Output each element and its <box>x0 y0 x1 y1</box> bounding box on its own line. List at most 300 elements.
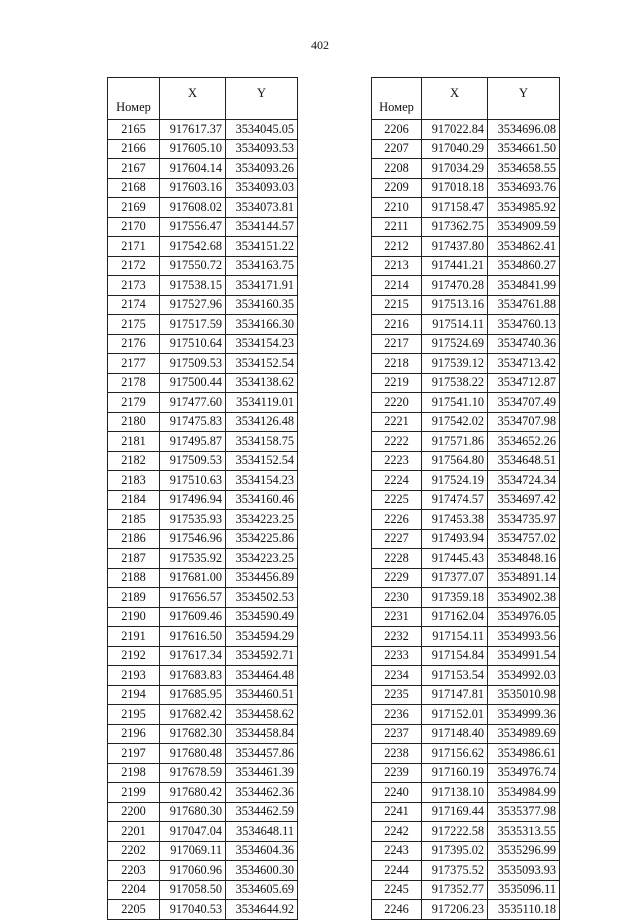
table-row <box>372 217 560 237</box>
point-number-cell: 2173 <box>108 276 160 296</box>
table-row <box>108 217 298 237</box>
point-number-cell: 2244 <box>372 861 422 881</box>
x-coordinate-cell: 917445.43 <box>422 549 488 569</box>
y-coordinate-cell: 3534976.74 <box>488 763 560 783</box>
y-coordinate-cell: 3534144.57 <box>226 217 298 237</box>
point-number-cell: 2242 <box>372 822 422 842</box>
x-coordinate-cell: 917541.10 <box>422 393 488 413</box>
x-coordinate-cell: 917604.14 <box>160 159 226 179</box>
table-row <box>108 295 298 315</box>
coordinates-table-right <box>371 77 560 920</box>
y-coordinate-cell: 3534713.42 <box>488 354 560 374</box>
table-row <box>372 198 560 218</box>
x-coordinate-cell: 917680.48 <box>160 744 226 764</box>
y-coordinate-cell: 3534757.02 <box>488 529 560 549</box>
point-number-cell: 2177 <box>108 354 160 374</box>
y-coordinate-cell: 3534461.39 <box>226 763 298 783</box>
y-coordinate-cell: 3534693.76 <box>488 178 560 198</box>
y-coordinate-cell: 3534154.23 <box>226 334 298 354</box>
x-coordinate-cell: 917160.19 <box>422 763 488 783</box>
x-coordinate-cell: 917153.54 <box>422 666 488 686</box>
point-number-cell: 2219 <box>372 373 422 393</box>
y-coordinate-cell: 3534652.26 <box>488 432 560 452</box>
x-coordinate-cell: 917680.42 <box>160 783 226 803</box>
point-number-cell: 2195 <box>108 705 160 725</box>
table-row <box>372 393 560 413</box>
y-coordinate-cell: 3534166.30 <box>226 315 298 335</box>
table-row <box>108 354 298 374</box>
table-row <box>108 139 298 159</box>
y-coordinate-cell: 3534462.36 <box>226 783 298 803</box>
table-row <box>372 471 560 491</box>
table-row <box>108 900 298 920</box>
y-coordinate-cell: 3534126.48 <box>226 412 298 432</box>
x-coordinate-cell: 917060.96 <box>160 861 226 881</box>
point-number-cell: 2201 <box>108 822 160 842</box>
table-row <box>372 685 560 705</box>
y-coordinate-cell: 3534648.51 <box>488 451 560 471</box>
table-row <box>108 373 298 393</box>
table-row <box>372 744 560 764</box>
y-coordinate-cell: 3534984.99 <box>488 783 560 803</box>
table-row <box>108 256 298 276</box>
y-coordinate-cell: 3535313.55 <box>488 822 560 842</box>
table-row <box>372 315 560 335</box>
point-number-cell: 2175 <box>108 315 160 335</box>
point-number-cell: 2176 <box>108 334 160 354</box>
x-coordinate-cell: 917546.96 <box>160 529 226 549</box>
table-row <box>108 159 298 179</box>
table-row <box>108 237 298 257</box>
table-row <box>372 880 560 900</box>
table-row <box>372 802 560 822</box>
point-number-cell: 2207 <box>372 139 422 159</box>
y-coordinate-cell: 3534902.38 <box>488 588 560 608</box>
table-row <box>372 510 560 530</box>
x-coordinate-cell: 917500.44 <box>160 373 226 393</box>
x-coordinate-cell: 917514.11 <box>422 315 488 335</box>
table-row <box>108 412 298 432</box>
table-row <box>372 256 560 276</box>
table-row <box>108 744 298 764</box>
y-coordinate-cell: 3534707.49 <box>488 393 560 413</box>
table-row <box>108 763 298 783</box>
x-coordinate-cell: 917470.28 <box>422 276 488 296</box>
point-number-cell: 2187 <box>108 549 160 569</box>
point-number-cell: 2238 <box>372 744 422 764</box>
point-number-cell: 2223 <box>372 451 422 471</box>
y-coordinate-cell: 3534841.99 <box>488 276 560 296</box>
y-coordinate-cell: 3534989.69 <box>488 724 560 744</box>
x-coordinate-cell: 917617.34 <box>160 646 226 666</box>
point-number-cell: 2206 <box>372 120 422 140</box>
table-header-row <box>108 78 298 120</box>
x-coordinate-cell: 917162.04 <box>422 607 488 627</box>
y-coordinate-cell: 3534909.59 <box>488 217 560 237</box>
point-number-cell: 2179 <box>108 393 160 413</box>
y-coordinate-cell: 3535010.98 <box>488 685 560 705</box>
x-coordinate-cell: 917147.81 <box>422 685 488 705</box>
table-row <box>372 139 560 159</box>
point-number-cell: 2180 <box>108 412 160 432</box>
x-coordinate-cell: 917495.87 <box>160 432 226 452</box>
table-row <box>108 471 298 491</box>
table-row <box>372 432 560 452</box>
x-coordinate-cell: 917154.84 <box>422 646 488 666</box>
point-number-cell: 2211 <box>372 217 422 237</box>
table-row <box>372 861 560 881</box>
x-coordinate-cell: 917616.50 <box>160 627 226 647</box>
point-number-cell: 2185 <box>108 510 160 530</box>
point-number-cell: 2240 <box>372 783 422 803</box>
point-number-cell: 2245 <box>372 880 422 900</box>
x-coordinate-cell: 917524.69 <box>422 334 488 354</box>
x-coordinate-cell: 917605.10 <box>160 139 226 159</box>
y-coordinate-cell: 3534604.36 <box>226 841 298 861</box>
point-number-cell: 2210 <box>372 198 422 218</box>
table-row <box>108 198 298 218</box>
point-number-cell: 2231 <box>372 607 422 627</box>
x-coordinate-cell: 917542.02 <box>422 412 488 432</box>
point-number-cell: 2183 <box>108 471 160 491</box>
coordinates-table-left <box>107 77 298 920</box>
table-row <box>108 841 298 861</box>
x-coordinate-cell: 917682.30 <box>160 724 226 744</box>
page-number: 402 <box>311 38 329 52</box>
table-row <box>372 451 560 471</box>
x-coordinate-cell: 917656.57 <box>160 588 226 608</box>
y-coordinate-cell: 3534152.54 <box>226 354 298 374</box>
point-number-cell: 2215 <box>372 295 422 315</box>
table-row <box>372 490 560 510</box>
x-coordinate-cell: 917352.77 <box>422 880 488 900</box>
table-row <box>108 432 298 452</box>
table-row <box>372 549 560 569</box>
point-number-cell: 2186 <box>108 529 160 549</box>
y-coordinate-cell: 3534592.71 <box>226 646 298 666</box>
point-number-cell: 2213 <box>372 256 422 276</box>
header-x: X <box>160 78 226 120</box>
point-number-cell: 2190 <box>108 607 160 627</box>
point-number-cell: 2209 <box>372 178 422 198</box>
x-coordinate-cell: 917678.59 <box>160 763 226 783</box>
x-coordinate-cell: 917556.47 <box>160 217 226 237</box>
table-row <box>108 724 298 744</box>
x-coordinate-cell: 917681.00 <box>160 568 226 588</box>
y-coordinate-cell: 3534138.62 <box>226 373 298 393</box>
table-row <box>108 880 298 900</box>
table-row <box>372 354 560 374</box>
x-coordinate-cell: 917069.11 <box>160 841 226 861</box>
table-row <box>372 666 560 686</box>
x-coordinate-cell: 917535.93 <box>160 510 226 530</box>
y-coordinate-cell: 3534648.11 <box>226 822 298 842</box>
y-coordinate-cell: 3535377.98 <box>488 802 560 822</box>
y-coordinate-cell: 3534724.34 <box>488 471 560 491</box>
point-number-cell: 2226 <box>372 510 422 530</box>
table-row <box>372 822 560 842</box>
y-coordinate-cell: 3534073.81 <box>226 198 298 218</box>
y-coordinate-cell: 3534171.91 <box>226 276 298 296</box>
point-number-cell: 2182 <box>108 451 160 471</box>
table-header-row <box>372 78 560 120</box>
x-coordinate-cell: 917683.83 <box>160 666 226 686</box>
table-row <box>108 705 298 725</box>
y-coordinate-cell: 3534160.35 <box>226 295 298 315</box>
table-row <box>372 178 560 198</box>
x-coordinate-cell: 917222.58 <box>422 822 488 842</box>
x-coordinate-cell: 917517.59 <box>160 315 226 335</box>
point-number-cell: 2196 <box>108 724 160 744</box>
x-coordinate-cell: 917154.11 <box>422 627 488 647</box>
x-coordinate-cell: 917040.53 <box>160 900 226 920</box>
y-coordinate-cell: 3534740.36 <box>488 334 560 354</box>
x-coordinate-cell: 917524.19 <box>422 471 488 491</box>
y-coordinate-cell: 3534093.26 <box>226 159 298 179</box>
y-coordinate-cell: 3534848.16 <box>488 549 560 569</box>
point-number-cell: 2170 <box>108 217 160 237</box>
y-coordinate-cell: 3535093.93 <box>488 861 560 881</box>
x-coordinate-cell: 917058.50 <box>160 880 226 900</box>
x-coordinate-cell: 917477.60 <box>160 393 226 413</box>
x-coordinate-cell: 917608.02 <box>160 198 226 218</box>
point-number-cell: 2174 <box>108 295 160 315</box>
point-number-cell: 2234 <box>372 666 422 686</box>
x-coordinate-cell: 917496.94 <box>160 490 226 510</box>
table-row <box>108 529 298 549</box>
y-coordinate-cell: 3534712.87 <box>488 373 560 393</box>
x-coordinate-cell: 917680.30 <box>160 802 226 822</box>
x-coordinate-cell: 917509.53 <box>160 354 226 374</box>
x-coordinate-cell: 917437.80 <box>422 237 488 257</box>
x-coordinate-cell: 917550.72 <box>160 256 226 276</box>
y-coordinate-cell: 3534119.01 <box>226 393 298 413</box>
point-number-cell: 2193 <box>108 666 160 686</box>
y-coordinate-cell: 3534985.92 <box>488 198 560 218</box>
table-row <box>372 900 560 920</box>
y-coordinate-cell: 3534661.50 <box>488 139 560 159</box>
y-coordinate-cell: 3534225.86 <box>226 529 298 549</box>
table-row <box>372 841 560 861</box>
y-coordinate-cell: 3534223.25 <box>226 549 298 569</box>
table-row <box>108 666 298 686</box>
point-number-cell: 2222 <box>372 432 422 452</box>
y-coordinate-cell: 3534045.05 <box>226 120 298 140</box>
y-coordinate-cell: 3534152.54 <box>226 451 298 471</box>
y-coordinate-cell: 3534999.36 <box>488 705 560 725</box>
table-row <box>372 568 560 588</box>
point-number-cell: 2181 <box>108 432 160 452</box>
header-number: Номер <box>372 78 422 120</box>
point-number-cell: 2197 <box>108 744 160 764</box>
table-row <box>108 646 298 666</box>
y-coordinate-cell: 3534993.56 <box>488 627 560 647</box>
x-coordinate-cell: 917538.15 <box>160 276 226 296</box>
y-coordinate-cell: 3534735.97 <box>488 510 560 530</box>
point-number-cell: 2221 <box>372 412 422 432</box>
point-number-cell: 2237 <box>372 724 422 744</box>
x-coordinate-cell: 917047.04 <box>160 822 226 842</box>
x-coordinate-cell: 917441.21 <box>422 256 488 276</box>
y-coordinate-cell: 3534160.46 <box>226 490 298 510</box>
x-coordinate-cell: 917474.57 <box>422 490 488 510</box>
table-row <box>108 627 298 647</box>
y-coordinate-cell: 3534707.98 <box>488 412 560 432</box>
y-coordinate-cell: 3534093.03 <box>226 178 298 198</box>
x-coordinate-cell: 917682.42 <box>160 705 226 725</box>
point-number-cell: 2243 <box>372 841 422 861</box>
y-coordinate-cell: 3534462.59 <box>226 802 298 822</box>
header-y: Y <box>488 78 560 120</box>
y-coordinate-cell: 3534658.55 <box>488 159 560 179</box>
table-row <box>372 276 560 296</box>
y-coordinate-cell: 3535096.11 <box>488 880 560 900</box>
x-coordinate-cell: 917040.29 <box>422 139 488 159</box>
table-row <box>372 763 560 783</box>
y-coordinate-cell: 3534976.05 <box>488 607 560 627</box>
y-coordinate-cell: 3534696.08 <box>488 120 560 140</box>
table-row <box>108 490 298 510</box>
header-number: Номер <box>108 78 160 120</box>
point-number-cell: 2217 <box>372 334 422 354</box>
table-row <box>108 276 298 296</box>
table-row <box>108 510 298 530</box>
point-number-cell: 2171 <box>108 237 160 257</box>
point-number-cell: 2191 <box>108 627 160 647</box>
point-number-cell: 2216 <box>372 315 422 335</box>
table-row <box>372 588 560 608</box>
table-row <box>108 607 298 627</box>
y-coordinate-cell: 3534862.41 <box>488 237 560 257</box>
y-coordinate-cell: 3535110.18 <box>488 900 560 920</box>
table-row <box>108 315 298 335</box>
table-row <box>108 783 298 803</box>
point-number-cell: 2166 <box>108 139 160 159</box>
point-number-cell: 2212 <box>372 237 422 257</box>
y-coordinate-cell: 3534992.03 <box>488 666 560 686</box>
x-coordinate-cell: 917034.29 <box>422 159 488 179</box>
point-number-cell: 2235 <box>372 685 422 705</box>
y-coordinate-cell: 3534151.22 <box>226 237 298 257</box>
y-coordinate-cell: 3534457.86 <box>226 744 298 764</box>
y-coordinate-cell: 3534590.49 <box>226 607 298 627</box>
table-row <box>108 685 298 705</box>
y-coordinate-cell: 3534158.75 <box>226 432 298 452</box>
point-number-cell: 2233 <box>372 646 422 666</box>
x-coordinate-cell: 917152.01 <box>422 705 488 725</box>
table-row <box>108 178 298 198</box>
point-number-cell: 2205 <box>108 900 160 920</box>
y-coordinate-cell: 3534594.29 <box>226 627 298 647</box>
x-coordinate-cell: 917685.95 <box>160 685 226 705</box>
table-row <box>108 802 298 822</box>
x-coordinate-cell: 917169.44 <box>422 802 488 822</box>
point-number-cell: 2241 <box>372 802 422 822</box>
table-row <box>372 607 560 627</box>
y-coordinate-cell: 3534891.14 <box>488 568 560 588</box>
point-number-cell: 2203 <box>108 861 160 881</box>
table-row <box>108 822 298 842</box>
x-coordinate-cell: 917377.07 <box>422 568 488 588</box>
y-coordinate-cell: 3534464.48 <box>226 666 298 686</box>
header-y: Y <box>226 78 298 120</box>
point-number-cell: 2167 <box>108 159 160 179</box>
table-row <box>372 295 560 315</box>
x-coordinate-cell: 917395.02 <box>422 841 488 861</box>
point-number-cell: 2188 <box>108 568 160 588</box>
table-row <box>108 393 298 413</box>
point-number-cell: 2168 <box>108 178 160 198</box>
y-coordinate-cell: 3534697.42 <box>488 490 560 510</box>
x-coordinate-cell: 917359.18 <box>422 588 488 608</box>
header-x: X <box>422 78 488 120</box>
point-number-cell: 2192 <box>108 646 160 666</box>
table-row <box>372 646 560 666</box>
x-coordinate-cell: 917509.53 <box>160 451 226 471</box>
y-coordinate-cell: 3534860.27 <box>488 256 560 276</box>
x-coordinate-cell: 917375.52 <box>422 861 488 881</box>
y-coordinate-cell: 3534460.51 <box>226 685 298 705</box>
y-coordinate-cell: 3534991.54 <box>488 646 560 666</box>
x-coordinate-cell: 917609.46 <box>160 607 226 627</box>
y-coordinate-cell: 3534154.23 <box>226 471 298 491</box>
point-number-cell: 2230 <box>372 588 422 608</box>
table-row <box>372 705 560 725</box>
x-coordinate-cell: 917493.94 <box>422 529 488 549</box>
point-number-cell: 2199 <box>108 783 160 803</box>
x-coordinate-cell: 917571.86 <box>422 432 488 452</box>
point-number-cell: 2169 <box>108 198 160 218</box>
table-row <box>372 334 560 354</box>
point-number-cell: 2229 <box>372 568 422 588</box>
x-coordinate-cell: 917542.68 <box>160 237 226 257</box>
table-row <box>108 568 298 588</box>
point-number-cell: 2246 <box>372 900 422 920</box>
table-row <box>372 724 560 744</box>
x-coordinate-cell: 917475.83 <box>160 412 226 432</box>
x-coordinate-cell: 917535.92 <box>160 549 226 569</box>
x-coordinate-cell: 917510.63 <box>160 471 226 491</box>
y-coordinate-cell: 3534760.13 <box>488 315 560 335</box>
point-number-cell: 2189 <box>108 588 160 608</box>
point-number-cell: 2236 <box>372 705 422 725</box>
y-coordinate-cell: 3534223.25 <box>226 510 298 530</box>
y-coordinate-cell: 3534600.30 <box>226 861 298 881</box>
y-coordinate-cell: 3534761.88 <box>488 295 560 315</box>
y-coordinate-cell: 3534458.84 <box>226 724 298 744</box>
point-number-cell: 2232 <box>372 627 422 647</box>
table-row <box>372 237 560 257</box>
x-coordinate-cell: 917538.22 <box>422 373 488 393</box>
x-coordinate-cell: 917539.12 <box>422 354 488 374</box>
point-number-cell: 2239 <box>372 763 422 783</box>
y-coordinate-cell: 3534644.92 <box>226 900 298 920</box>
y-coordinate-cell: 3534458.62 <box>226 705 298 725</box>
point-number-cell: 2225 <box>372 490 422 510</box>
y-coordinate-cell: 3535296.99 <box>488 841 560 861</box>
point-number-cell: 2202 <box>108 841 160 861</box>
y-coordinate-cell: 3534502.53 <box>226 588 298 608</box>
point-number-cell: 2194 <box>108 685 160 705</box>
y-coordinate-cell: 3534986.61 <box>488 744 560 764</box>
point-number-cell: 2228 <box>372 549 422 569</box>
point-number-cell: 2208 <box>372 159 422 179</box>
x-coordinate-cell: 917564.80 <box>422 451 488 471</box>
point-number-cell: 2214 <box>372 276 422 296</box>
table-row <box>372 373 560 393</box>
table-row <box>372 783 560 803</box>
table-row <box>108 334 298 354</box>
